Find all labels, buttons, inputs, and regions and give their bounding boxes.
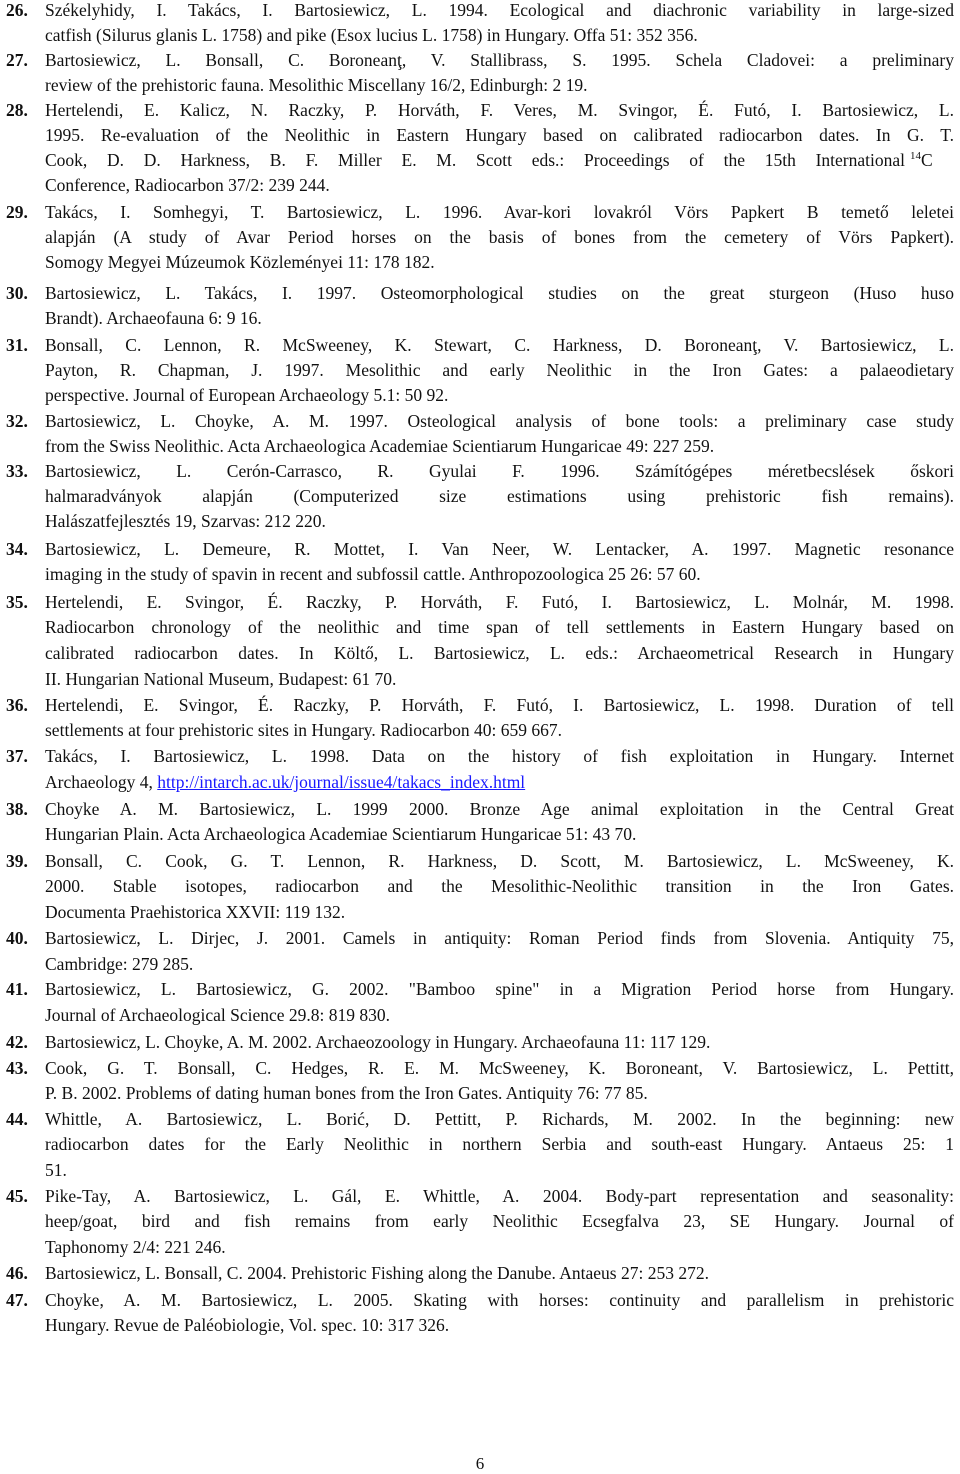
reference-line: imaging in the study of spavin in recent and subfossil cattle. Anthropozoologica 25 26: 57 60.: [45, 564, 701, 584]
reference-line-with-link: [45, 769, 954, 795]
reference-number: 43.: [6, 1058, 28, 1078]
reference-number: 33.: [6, 461, 28, 481]
reference-line: alapján (A study of Avar Period horses on the basis of bones from the cemetery of Vörs Papkert).: [45, 227, 954, 247]
reference-line: 2000. Stable isotopes, radiocarbon and the Mesolithic-Neolithic transition in the Iron Gates.: [45, 876, 954, 896]
reference-line: Bonsall, C. Lennon, R. McSweeney, K. Stewart, C. Harkness, D. Boroneanţ, V. Bartosiewicz, L.: [45, 335, 954, 355]
isotope-superscript: 14: [910, 150, 921, 163]
reference-number: 35.: [6, 592, 28, 612]
reference-line: 1995. Re-evaluation of the Neolithic in Eastern Hungary based on calibrated radiocarbon dates. In G. T.: [45, 125, 954, 145]
reference-line: Cook, D. D. Harkness, B. F. Miller E. M. Scott eds.: Proceedings of the 15th International: [45, 150, 905, 170]
reference-line: Whittle, A. Bartosiewicz, L. Borić, D. Pettitt, P. Richards, M. 2002. In the beginning: new: [45, 1109, 954, 1129]
reference-line: Bartosiewicz, L. Choyke, A. M. 1997. Osteological analysis of bone tools: a preliminary case study: [45, 411, 954, 431]
reference-number: 39.: [6, 851, 28, 871]
reference-line: Payton, R. Chapman, J. 1997. Mesolithic and early Neolithic in the Iron Gates: a palaeodietary: [45, 360, 954, 380]
reference-number: 41.: [6, 979, 28, 999]
reference-line: catfish (Silurus glanis L. 1758) and pike (Esox lucius L. 1758) in Hungary. Offa 51: 352 356.: [45, 25, 698, 45]
reference-line: Bartosiewicz, L. Bonsall, C. Boroneanţ, V. Stallibrass, S. 1995. Schela Cladovei: a preliminary: [45, 50, 954, 70]
reference-line: Bonsall, C. Cook, G. T. Lennon, R. Harkness, D. Scott, M. Bartosiewicz, L. McSweeney, K.: [45, 851, 954, 871]
reference-number: 29.: [6, 202, 28, 222]
reference-number: 44.: [6, 1109, 28, 1129]
reference-line: Cook, G. T. Bonsall, C. Hedges, R. E. M. McSweeney, K. Boroneant, V. Bartosiewicz, L. Pettitt,: [45, 1058, 954, 1078]
reference-number: 30.: [6, 283, 28, 303]
reference-line: Bartosiewicz, L. Takács, I. 1997. Osteomorphological studies on the great sturgeon (Huso huso: [45, 283, 954, 303]
reference-number: 47.: [6, 1290, 28, 1310]
reference-line: Pike-Tay, A. Bartosiewicz, L. Gál, E. Whittle, A. 2004. Body-part representation and seasonality:: [45, 1186, 954, 1206]
reference-line: Documenta Praehistorica XXVII: 119 132.: [45, 902, 346, 922]
article-link[interactable]: http://intarch.ac.uk/journal/issue4/takacs_index.html: [157, 772, 526, 792]
reference-line: perspective. Journal of European Archaeology 5.1: 50 92.: [45, 385, 449, 405]
reference-line: Hungarian Plain. Acta Archaeologica Academiae Scientiarum Hungaricae 51: 43 70.: [45, 824, 637, 844]
reference-line: settlements at four prehistoric sites in Hungary. Radiocarbon 40: 659 667.: [45, 720, 562, 740]
reference-line: Takács, I. Somhegyi, T. Bartosiewicz, L. 1996. Avar-kori lovakról Vörs Papkert B temető leletei: [45, 202, 954, 222]
reference-line: Halászatfejlesztés 19, Szarvas: 212 220.: [45, 511, 326, 531]
isotope-symbol: C: [921, 150, 933, 170]
reference-line: Radiocarbon chronology of the neolithic and time span of tell settlements in Eastern Hungary based on: [45, 617, 954, 637]
reference-number: 32.: [6, 411, 28, 431]
reference-number: 31.: [6, 335, 28, 355]
reference-line: Taphonomy 2/4: 221 246.: [45, 1237, 226, 1257]
reference-number: 38.: [6, 799, 28, 819]
reference-line: Bartosiewicz, L. Cerón-Carrasco, R. Gyulai F. 1996. Számítógépes méretbecslések őskori: [45, 461, 954, 481]
reference-line: Hungary. Revue de Paléobiologie, Vol. spec. 10: 317 326.: [45, 1315, 450, 1335]
reference-line: from the Swiss Neolithic. Acta Archaeologica Academiae Scientiarum Hungaricae 49: 227 259.: [45, 436, 715, 456]
reference-line: 51.: [45, 1160, 67, 1180]
reference-line: Cambridge: 279 285.: [45, 954, 194, 974]
reference-number: 45.: [6, 1186, 28, 1206]
reference-line: Hertelendi, E. Svingor, É. Raczky, P. Horváth, F. Futó, I. Bartosiewicz, L. Molnár, M. 1998.: [45, 592, 954, 612]
reference-line: Bartosiewicz, L. Demeure, R. Mottet, I. Van Neer, W. Lentacker, A. 1997. Magnetic resonance: [45, 539, 954, 559]
reference-line: Székelyhidy, I. Takács, I. Bartosiewicz, L. 1994. Ecological and diachronic variability in large-sized: [45, 0, 954, 20]
reference-number: 40.: [6, 928, 28, 948]
reference-number: 42.: [6, 1032, 28, 1052]
reference-line: Hertelendi, E. Svingor, É. Raczky, P. Horváth, F. Futó, I. Bartosiewicz, L. 1998. Duration of tell: [45, 695, 954, 715]
reference-line: Bartosiewicz, L. Bonsall, C. 2004. Prehistoric Fishing along the Danube. Antaeus 27: 253 272.: [45, 1263, 709, 1283]
reference-line: Somogy Megyei Múzeumok Közleményei 11: 178 182.: [45, 252, 435, 272]
reference-number: 46.: [6, 1263, 28, 1283]
reference-line: Journal of Archaeological Science 29.8: 819 830.: [45, 1005, 391, 1025]
reference-line: Choyke, A. M. Bartosiewicz, L. 2005. Skating with horses: continuity and parallelism in prehistoric: [45, 1290, 954, 1310]
reference-number: 34.: [6, 539, 28, 559]
reference-line: review of the prehistoric fauna. Mesolithic Miscellany 16/2, Edinburgh: 2 19.: [45, 75, 588, 95]
reference-line: Conference, Radiocarbon 37/2: 239 244.: [45, 175, 330, 195]
reference-line: Hertelendi, E. Kalicz, N. Raczky, P. Horváth, F. Veres, M. Svingor, É. Futó, I. Bartosiewicz, L.: [45, 100, 954, 120]
reference-line: II. Hungarian National Museum, Budapest: 61 70.: [45, 669, 397, 689]
reference-number: 36.: [6, 695, 28, 715]
reference-line: Bartosiewicz, L. Dirjec, J. 2001. Camels in antiquity: Roman Period finds from Slovenia. Antiquity 75,: [45, 928, 954, 948]
reference-line: calibrated radiocarbon dates. In Költő, L. Bartosiewicz, L. eds.: Archaeometrical Research in Hungary: [45, 643, 954, 663]
reference-number: 26.: [6, 0, 28, 20]
reference-line: Bartosiewicz, L. Choyke, A. M. 2002. Archaeozoology in Hungary. Archaeofauna 11: 117 129.: [45, 1032, 711, 1052]
reference-line: Choyke A. M. Bartosiewicz, L. 1999 2000. Bronze Age animal exploitation in the Central Great: [45, 799, 954, 819]
page-number: 6: [475, 1454, 485, 1473]
reference-line: heep/goat, bird and fish remains from early Neolithic Ecsegfalva 23, SE Hungary. Journal of: [45, 1211, 954, 1231]
reference-line: Bartosiewicz, L. Bartosiewicz, G. 2002. "Bamboo spine" in a Migration Period horse from Hungary.: [45, 979, 954, 999]
reference-line: halmaradványok alapján (Computerized size estimations using prehistoric fish remains).: [45, 486, 954, 506]
carbon-14-notation: [910, 147, 933, 173]
reference-number: 27.: [6, 50, 28, 70]
reference-number: 28.: [6, 100, 28, 120]
reference-line: Brandt). Archaeofauna 6: 9 16.: [45, 308, 262, 328]
reference-line: radiocarbon dates for the Early Neolithic in northern Serbia and south-east Hungary. Antaeus 25: 1: [45, 1134, 954, 1154]
reference-number: 37.: [6, 746, 28, 766]
reference-line: P. B. 2002. Problems of dating human bones from the Iron Gates. Antiquity 76: 77 85.: [45, 1083, 648, 1103]
reference-text: Archaeology 4,: [45, 772, 158, 792]
reference-line: Takács, I. Bartosiewicz, L. 1998. Data on the history of fish exploitation in Hungary. Internet: [45, 746, 954, 766]
